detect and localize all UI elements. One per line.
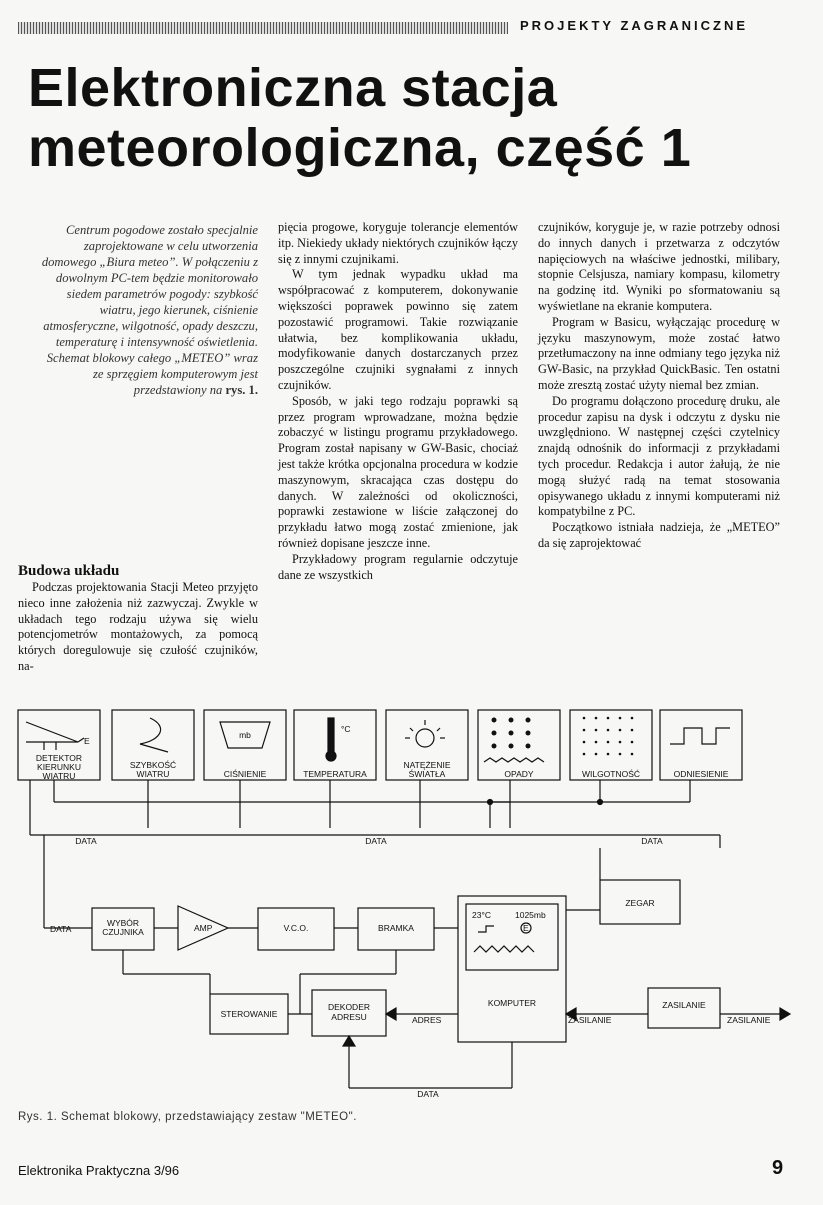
- header-rule: [18, 22, 508, 34]
- block-sensor-selector: [92, 908, 154, 950]
- block-diagram: [0, 700, 823, 1105]
- data-bus-label-2: DATA: [365, 836, 387, 846]
- wind-dir-label-2: KIERUNKU: [37, 762, 81, 772]
- light-label-1: NATĘŻENIE: [403, 760, 451, 770]
- data-bus-label-bottom: DATA: [417, 1089, 439, 1099]
- gate-label: BRAMKA: [378, 923, 414, 933]
- paragraph: Początkowo istniała nadzieja, że „METEO” da się zaprojektować: [538, 520, 780, 550]
- screen-compass: E: [523, 923, 529, 933]
- block-amplifier: [178, 906, 228, 950]
- block-power-supply: [648, 988, 720, 1028]
- decoder-label-1: DEKODER: [327, 1002, 371, 1012]
- article-title: [28, 58, 788, 178]
- paragraph: czujników, koryguje je, w razie potrzeby odnosi do innych danych i przetwarza z odczytów napięciowych na właściwe jednostki, milibary, stopnie Celsjusza, namiary kompasu, kilometry na godzinę itd. Wyniki po sformatowaniu są wyświetlane na ekranie komputera.: [538, 220, 780, 313]
- temperature-unit: °C: [341, 724, 351, 734]
- paragraph: pięcia progowe, koryguje tolerancje elementów itp. Niekiedy układy niektórych czujników łączy się z innymi czujnikami.: [278, 220, 518, 266]
- decoder-label-2: ADRESU: [331, 1012, 367, 1022]
- reference-label: ODNIESIENIE: [673, 769, 729, 779]
- clock-label: ZEGAR: [625, 898, 655, 908]
- sensor-wind-speed: [112, 710, 194, 780]
- power-bus-label: ZASILANIE: [568, 1015, 612, 1025]
- temperature-label: TEMPERATURA: [303, 769, 367, 779]
- computer-label: KOMPUTER: [487, 998, 537, 1008]
- block-clock: [600, 880, 680, 924]
- humidity-label: WILGOTNOŚĆ: [581, 769, 641, 779]
- sensor-rain: [478, 710, 560, 780]
- data-bus-label-3: DATA: [641, 836, 663, 846]
- amp-label: AMP: [194, 923, 213, 933]
- sensor-wind-direction: [18, 710, 100, 781]
- paragraph: Program w Basicu, wyłączając procedurę w języku maszynowym, może zostać łatwo przetłumaczony na inne odmiany tego języka niż GW-Basic, na przykład QuickBasic. Ten ostatni może zresztą zostać użyty niemal bez zmian.: [538, 314, 780, 392]
- block-control: [210, 994, 288, 1034]
- wind-speed-label-2: WIATRU: [136, 769, 170, 779]
- control-label: STEROWANIE: [220, 1009, 278, 1019]
- wind-dir-label-3: WIATRU: [42, 771, 76, 781]
- pressure-unit: mb: [239, 730, 251, 740]
- screen-temp: 23°C: [472, 910, 491, 920]
- selector-label-2: CZUJNIKA: [102, 927, 144, 937]
- wind-dir-label-1: DETEKTOR: [35, 753, 83, 763]
- rain-label: OPADY: [504, 769, 534, 779]
- screen-pressure: 1025mb: [515, 910, 546, 920]
- paragraph: Sposób, w jaki tego rodzaju poprawki są przez program wprowadzane, można będzie zobaczyć w listingu programu przykładowego. Program został napisany w GW-Basic, chociaż jest także krótka opcjonalna procedura w kodzie maszynowym, skracająca czas dostępu do danych. W zależności od okoliczności, poprawki zestawione w liście załączonej do przykładu łatwo mogą zostać zmienione, jak również dopisane jeszcze inne.: [278, 393, 518, 550]
- column-3: [538, 220, 780, 552]
- section-label: PROJEKTY ZAGRANICZNE: [520, 18, 749, 33]
- lead-text: Centrum pogodowe zostało specjalnie zaprojektowane w celu utworzenia domowego „Biura meteo”. W połączeniu z dowolnym PC-tem będzie monitorowało siedem parametrów pogody: szybkość wiatru, jego kierunek, ciśnienie atmosferyczne, wilgotność, opady deszczu, temperaturę i intensywność oświetlenia. Schemat blokowy całego „METEO” wraz ze sprzęgiem komputerowym jest przedstawiony na: [41, 223, 258, 397]
- paragraph: Podczas projektowania Stacji Meteo przyjęto nieco inne założenia niż zazwyczaj. Zwykle w układach tego rodzaju używa się wielu potencjometrów montażowych, za pomocą których doregulowuje się czułość czujników, na-: [18, 580, 258, 673]
- selector-label-1: WYBÓR: [106, 918, 140, 928]
- column-1: [18, 580, 258, 675]
- power-out-label: ZASILANIE: [727, 1015, 771, 1025]
- page-number: 9: [772, 1157, 784, 1179]
- data-bus-label-1: DATA: [75, 836, 97, 846]
- sensor-pressure: [204, 710, 286, 780]
- sensor-humidity: [570, 710, 652, 780]
- paragraph: W tym jednak wypadku układ ma współpracować z komputerem, dokonywanie większości poprawek powinno się zatem pozostawić programowi. Takie rozwiązanie ułatwia, bez komplikowania układu, modyfikowanie danych dostarczanych przez poszczególne czujniki sygnałami z innych czujników.: [278, 267, 518, 392]
- vco-label: V.C.O.: [283, 923, 309, 933]
- light-label-2: ŚWIATŁA: [408, 769, 446, 779]
- wind-speed-label-1: SZYBKOŚĆ: [129, 760, 177, 770]
- block-address-decoder: [312, 990, 386, 1036]
- paragraph: Do programu dołączono procedurę druku, ale procedur zapisu na dysk i odczytu z dysku nie uwzględniono. W następnej części czytelnicy znajdą odnośnik do informacji z przykładami tych procedur. Redakcja i autor żałują, że nie mogą służyć radą na temat stosowania opisywanego układu z innymi komputerami niż kompatybilne z PC.: [538, 393, 780, 519]
- block-computer: [458, 896, 566, 1042]
- sensor-temperature: [294, 710, 376, 780]
- block-vco: [258, 908, 334, 950]
- power-label: ZASILANIE: [662, 1000, 706, 1010]
- lead-paragraph: [34, 222, 258, 398]
- block-gate: [358, 908, 434, 950]
- footer-magazine: Elektronika Praktyczna 3/96: [18, 1163, 180, 1178]
- figure-reference: rys. 1.: [225, 383, 258, 397]
- paragraph: Przykładowy program regularnie odczytuje dane ze wszystkich: [278, 551, 518, 582]
- address-bus-label: ADRES: [412, 1015, 442, 1025]
- compass-e-label: E: [84, 736, 90, 746]
- figure-caption: Rys. 1. Schemat blokowy, przedstawiający zestaw "METEO".: [18, 1111, 357, 1123]
- sensor-light: [386, 710, 468, 780]
- data-input-label: DATA: [50, 924, 72, 934]
- column-2: [278, 220, 518, 583]
- pressure-label: CIŚNIENIE: [223, 769, 267, 779]
- sensor-reference: [660, 710, 742, 780]
- section-heading: Budowa układu: [18, 563, 120, 579]
- title-line-2: meteorologiczna, część 1: [28, 118, 692, 178]
- title-line-1: Elektroniczna stacja: [28, 58, 558, 118]
